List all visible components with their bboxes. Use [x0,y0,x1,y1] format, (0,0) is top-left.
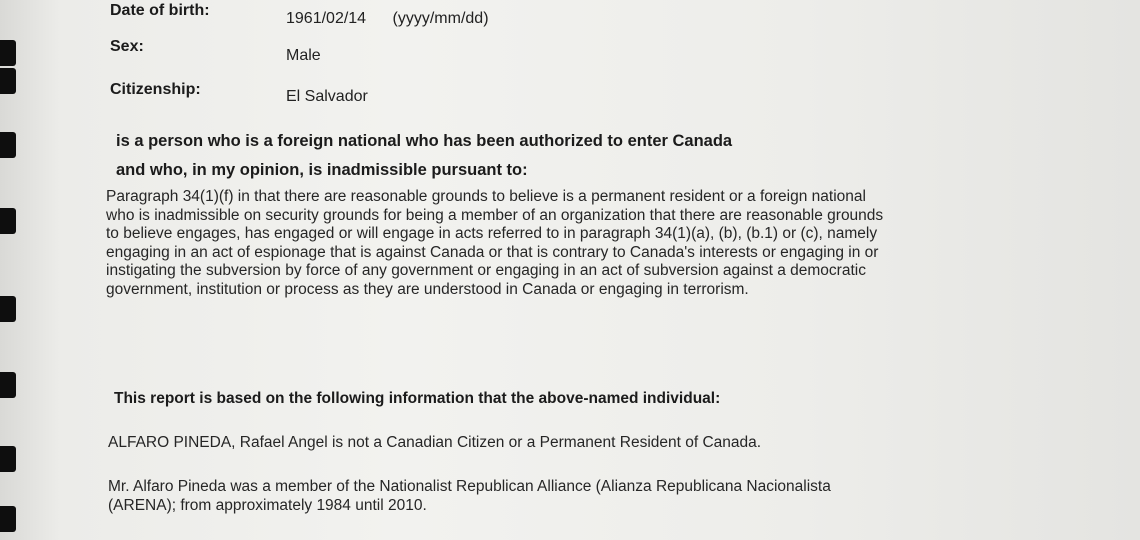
paragraph-line: who is inadmissible on security grounds for being a member of an organization that there are reasonable grounds [106,206,884,224]
statement-line-2: and who, in my opinion, is inadmissible pursuant to: [116,161,528,179]
report-item-2-line-2: (ARENA); from approximately 1984 until 2010. [108,496,427,514]
sex-value: Male [286,47,321,64]
report-item-1: ALFARO PINEDA, Rafael Angel is not a Canadian Citizen or a Permanent Resident of Canada. [108,434,762,451]
dob-value [286,10,489,28]
report-heading: This report is based on the following information that the above-named individual: [114,390,721,407]
punch-hole [0,372,16,398]
citizenship-value: El Salvador [286,88,368,105]
paragraph-line: government, institution or process as they are understood in Canada or engaging in terrorism. [106,280,749,298]
statement-line-1: is a person who is a foreign national who has been authorized to enter Canada [116,132,733,150]
paragraph-line: instigating the subversion by force of any government or engaging in an act of subversion against a democratic [106,262,866,279]
punch-hole [0,296,16,322]
dob-date: 1961/02/14 [286,10,367,27]
dob-format-note: (yyyy/mm/dd) [392,10,489,27]
paragraph-line: engaging in an act of espionage that is against Canada or that is contrary to Canada's interests or engaging in or [106,243,879,261]
punch-hole [0,446,16,472]
punch-hole [0,506,16,532]
sex-label: Sex: [110,38,144,55]
punch-hole [0,132,16,158]
paragraph-34-1-f [106,188,1106,299]
report-item-2-line-1: Mr. Alfaro Pineda was a member of the Nationalist Republican Alliance (Alianza Republicana Nacionalista [108,478,831,495]
punch-hole [0,40,16,66]
paragraph-line: to believe engages, has engaged or will engage in acts referred to in paragraph 34(1)(a), (b), (b.1) or (c), namely [106,225,878,242]
paragraph-line: Paragraph 34(1)(f) in that there are reasonable grounds to believe is a permanent resident or a foreign national [106,188,866,205]
punch-hole [0,68,16,94]
dob-label: Date of birth: [110,2,210,19]
citizenship-label: Citizenship: [110,81,201,98]
punch-hole [0,208,16,234]
report-item-2 [108,478,1108,515]
